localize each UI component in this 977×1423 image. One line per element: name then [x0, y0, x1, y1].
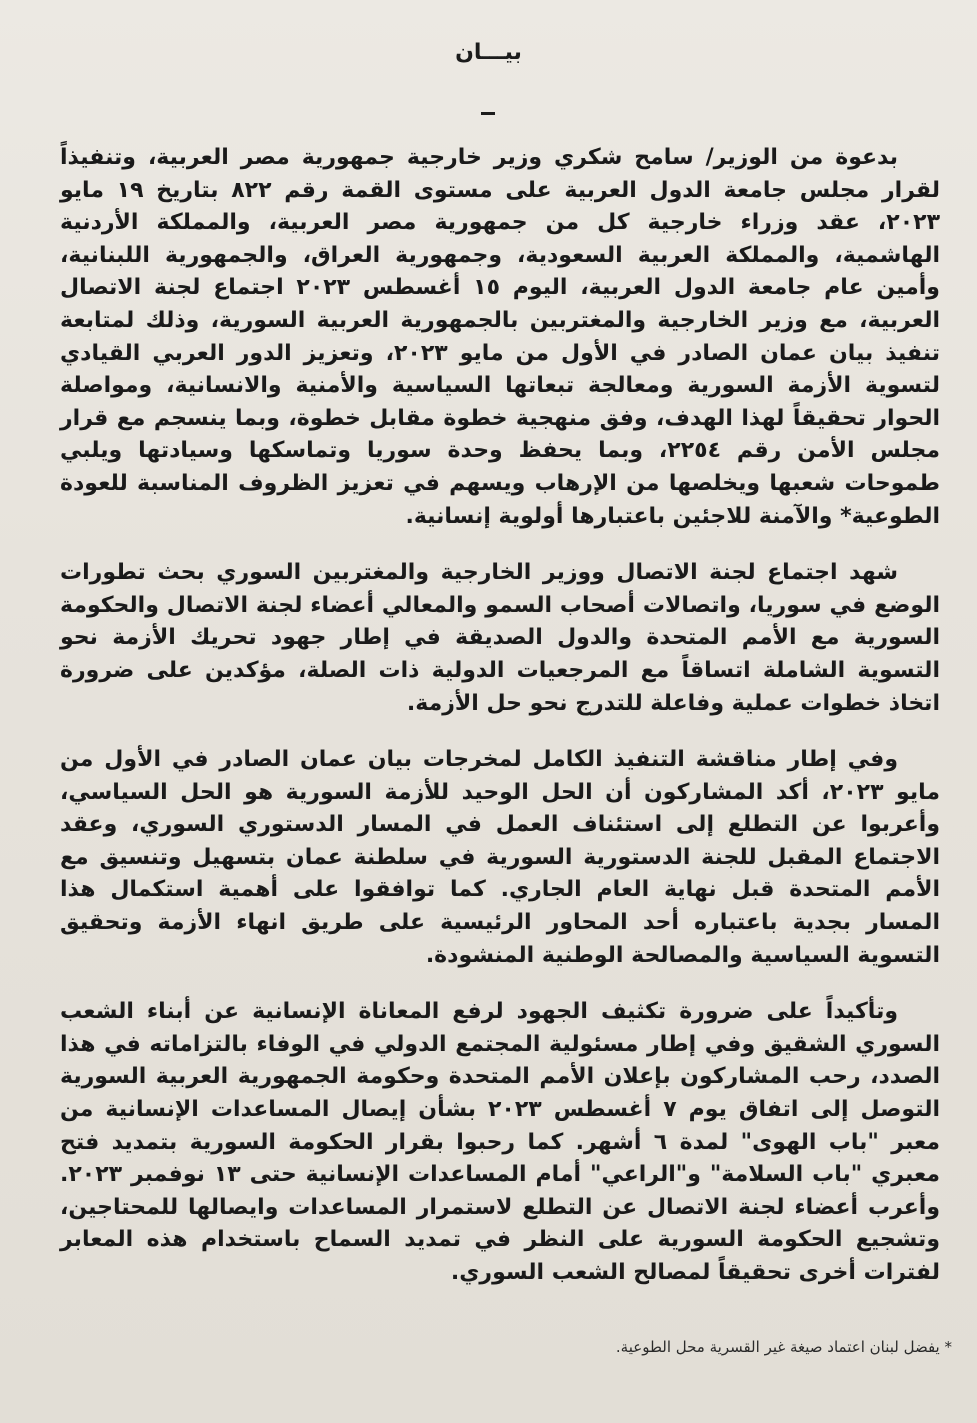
- paragraph-3: وفي إطار مناقشة التنفيذ الكامل لمخرجات بيان عمان الصادر في الأول من مايو ٢٠٢٣، أكد المشاركون أن الحل الوحيد للأزمة السورية هو الحل السياسي، وأعربوا عن التطلع إلى استئناف العمل في المسار الدستوري السوري، وعقد الاجتماع المقبل للجنة الدستورية السورية في سلطنة عمان بتسهيل وتنسيق مع الأمم المتحدة قبل نهاية العام الجاري. كما توافقوا على أهمية استكمال هذا المسار بجدية باعتباره أحد المحاور الرئيسية على طريق انهاء الأزمة وتحقيق التسوية السياسية والمصالحة الوطنية المنشودة.: [60, 747, 940, 968]
- paragraph-1: بدعوة من الوزير/ سامح شكري وزير خارجية جمهورية مصر العربية، وتنفيذاً لقرار مجلس جامعة الدول العربية على مستوى القمة رقم ٨٢٢ بتاريخ ١٩ مايو ٢٠٢٣، عقد وزراء خارجية كل من جمهورية مصر العربية، والمملكة الأردنية الهاشمية، والمملكة العربية السعودية، وجمهورية العراق، والجمهورية اللبنانية، وأمين عام جامعة الدول العربية، اليوم ١٥ أغسطس ٢٠٢٣ اجتماع لجنة الاتصال العربية، مع وزير الخارجية والمغتربين بالجمهورية العربية السورية، وذلك لمتابعة تنفيذ بيان عمان الصادر في الأول من مايو ٢٠٢٣، وتعزيز الدور العربي القيادي لتسوية الأزمة السورية ومعالجة تبعاتها السياسية والأمنية والانسانية، ومواصلة الحوار تحقيقاً لهذا الهدف، وفق منهجية خطوة مقابل خطوة، وبما ينسجم مع قرار مجلس الأمن رقم ٢٢٥٤، وبما يحفظ وحدة سوريا وتماسكها وسيادتها ويلبي طموحات شعبها ويخلصها من الإرهاب ويسهم في تعزيز الظروف المناسبة للعودة الطوعية* والآمنة للاجئين باعتبارها أولوية إنسانية.: [60, 145, 940, 529]
- paragraph-2: شهد اجتماع لجنة الاتصال ووزير الخارجية والمغتربين السوري بحث تطورات الوضع في سوريا، واتصالات أصحاب السمو والمعالي أعضاء لجنة الاتصال والحكومة السورية مع الأمم المتحدة والدول الصديقة في إطار جهود تحريك الأزمة نحو التسوية الشاملة اتساقاً مع المرجعيات الدولية ذات الصلة، مؤكدين على ضرورة اتخاذ خطوات عملية وفاعلة للتدرج نحو حل الأزمة.: [60, 560, 940, 716]
- footnote: * يفضل لبنان اعتماد صيغة غير القسرية محل الطوعية.: [615, 1338, 952, 1356]
- paragraph-4: وتأكيداً على ضرورة تكثيف الجهود لرفع المعاناة الإنسانية عن أبناء الشعب السوري الشقيق وفي إطار مسئولية المجتمع الدولي في الوفاء بالتزاماته في هذا الصدد، رحب المشاركون بإعلان الأمم المتحدة وحكومة الجمهورية العربية السورية التوصل إلى اتفاق يوم ٧ أغسطس ٢٠٢٣ بشأن إيصال المساعدات الإنسانية من معبر "باب الهوى" لمدة ٦ أشهر. كما رحبوا بقرار الحكومة السورية بتمديد فتح معبري "باب السلامة" و"الراعي" أمام المساعدات الإنسانية حتى ١٣ نوفمبر ٢٠٢٣. وأعرب أعضاء لجنة الاتصال عن التطلع لاستمرار المساعدات وايصالها للمحتاجين، وتشجيع الحكومة السورية على النظر في تمديد السماح باستخدام هذه المعابر لفترات أخرى تحقيقاً لمصالح الشعب السوري.: [60, 999, 940, 1285]
- title-divider: [481, 112, 495, 115]
- document-title: بيـــان: [455, 40, 522, 65]
- document-body: [60, 142, 940, 1290]
